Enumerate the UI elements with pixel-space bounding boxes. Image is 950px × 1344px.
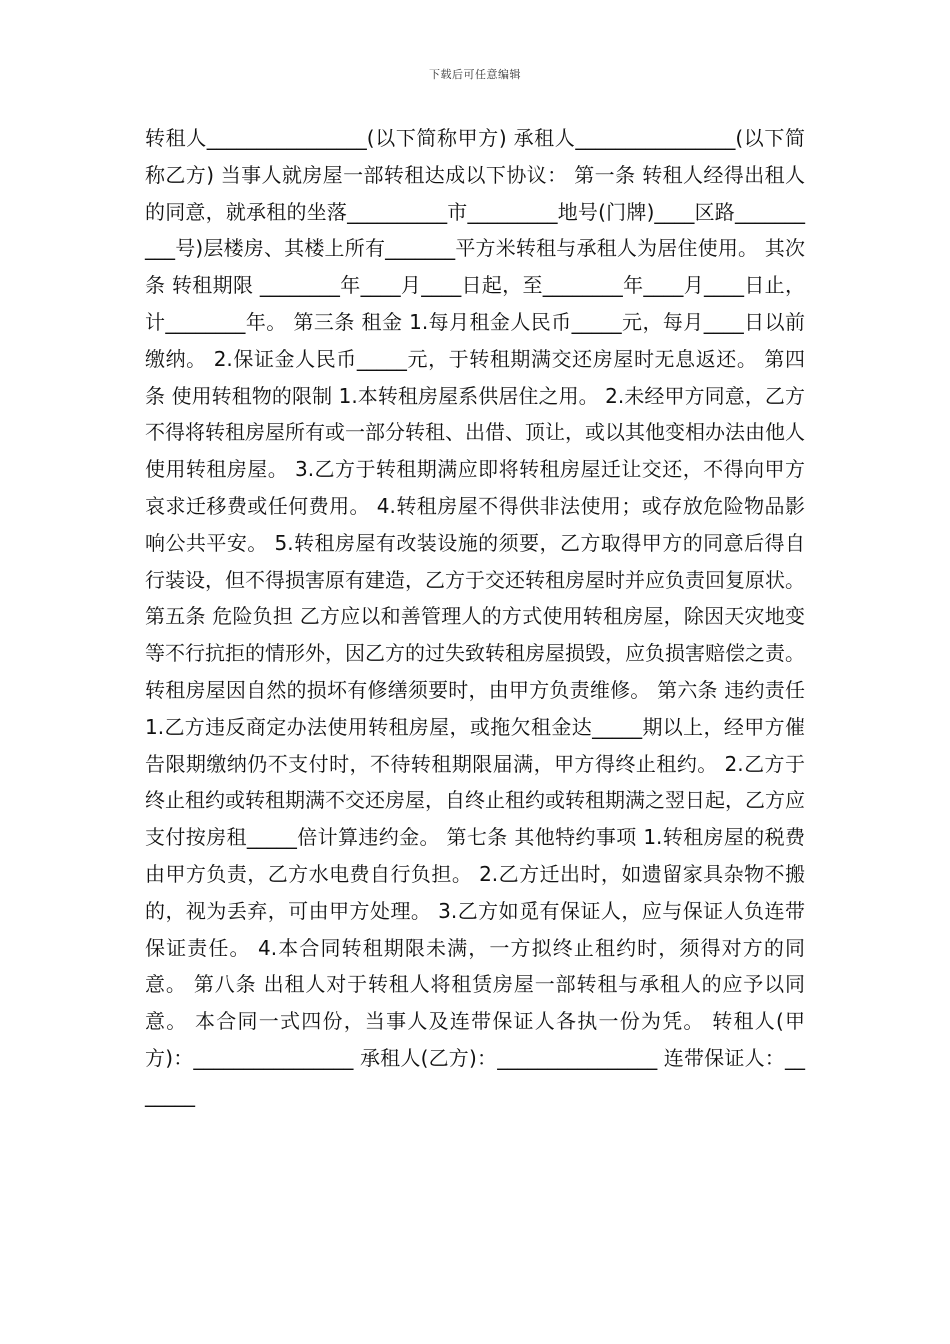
contract-body-text: 转租人________________(以下简称甲方) 承租人________________(以下简称乙方) 当事人就房屋一部转租达成以下协议： 第一条 转租人经得出租人的同意，就承租的坐落__________市_________地号(门牌)____区路__________号)层楼房、其楼上所有_______平方米转租与承租人为居住使用。 其次条 转租期限 ________年____月____日起，至________年____月____日止，计________年。 第三条 租金 1.每月租金人民币_____元，每月____日以前缴纳。 2.保证金人民币_____元，于转租期满交还房屋时无息返还。 第四条 使用转租物的限制 1.本转租房屋系供居住之用。 2.未经甲方同意，乙方不得将转租房屋所有或一部分转租、出借、顶让，或以其他变相办法由他人使用转租房屋。 3.乙方于转租期满应即将转租房屋迁让交还，不得向甲方哀求迁移费或任何费用。 4.转租房屋不得供非法使用；或存放危险物品影响公共平安。 5.转租房屋有改装设施的须要，乙方取得甲方的同意后得自行装设，但不得损害原有建造，乙方于交还转租房屋时并应负责回复原状。 第五条 危险负担 乙方应以和善管理人的方式使用转租房屋，除因天灾地变等不行抗拒的情形外，因乙方的过失致转租房屋损毁，应负损害赔偿之责。转租房屋因自然的损坏有修缮须要时，由甲方负责维修。 第六条 违约责任 1.乙方违反商定办法使用转租房屋，或拖欠租金达_____期以上，经甲方催告限期缴纳仍不支付时，不待转租期限届满，甲方得终止租约。 2.乙方于终止租约或转租期满不交还房屋，自终止租约或转租期满之翌日起，乙方应支付按房租_____倍计算违约金。 第七条 其他特约事项 1.转租房屋的税费由甲方负责，乙方水电费自行负担。 2.乙方迁出时，如遗留家具杂物不搬的，视为丢弃，可由甲方处理。 3.乙方如觅有保证人，应与保证人负连带保证责任。 4.本合同转租期限未满，一方拟终止租约时，须得对方的同意。 第八条 出租人对于转租人将租赁房屋一部转租与承租人的应予以同意。 本合同一式四份，当事人及连带保证人各执一份为凭。 转租人(甲方)：________________ 承租人(乙方)：________________ 连带保证人：_______ [145, 126, 805, 1107]
page-header-note: 下载后可任意编辑 [429, 68, 521, 81]
